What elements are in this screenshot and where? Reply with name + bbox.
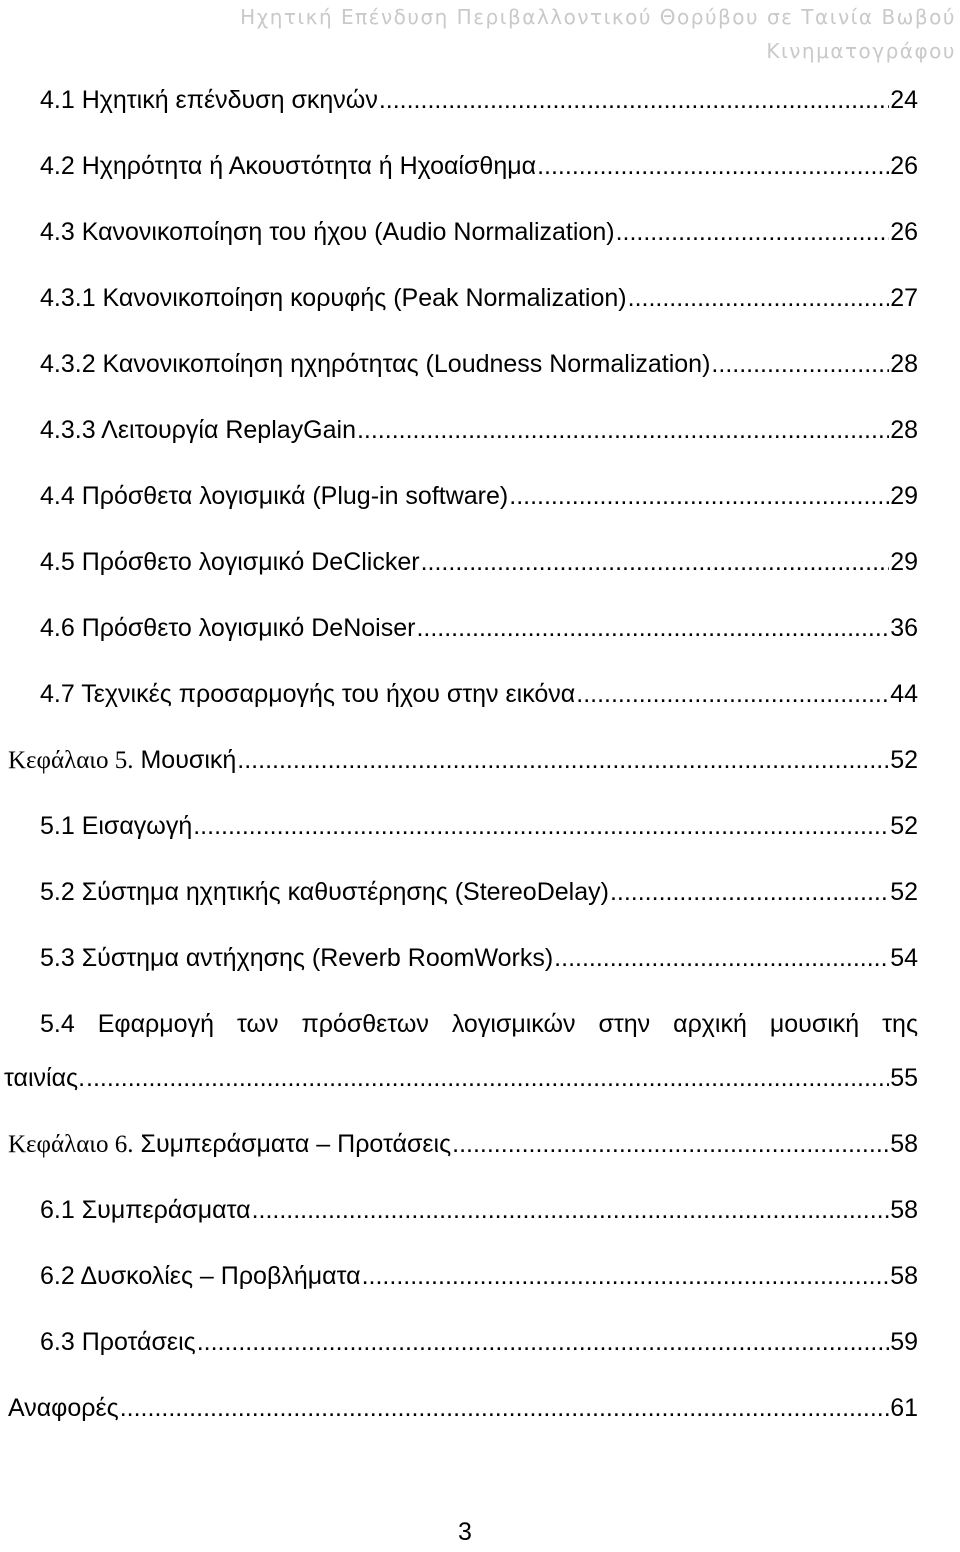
toc-entry-label: 4.1 Ηχητική επένδυση σκηνών bbox=[40, 86, 378, 114]
toc-entry-label: 4.4 Πρόσθετα λογισμικά (Plug-in software) bbox=[40, 482, 509, 510]
toc-entry-label: 6.3 Προτάσεις bbox=[40, 1328, 196, 1356]
toc-leader bbox=[421, 542, 890, 582]
toc-entry[interactable] bbox=[40, 410, 918, 450]
toc-entry-page: 52 bbox=[890, 812, 918, 840]
toc-leader bbox=[554, 938, 889, 978]
toc-leader bbox=[357, 410, 889, 450]
toc-word: αρχική bbox=[673, 1010, 747, 1038]
toc-references[interactable] bbox=[8, 1388, 918, 1428]
toc-leader bbox=[628, 278, 890, 318]
toc-entry-label: 6.1 Συμπεράσματα bbox=[40, 1196, 251, 1224]
header-line-1: Ηχητική Επένδυση Περιβαλλοντικού Θορύβου σε Ταινία Βωβού bbox=[240, 5, 956, 29]
toc-entry[interactable] bbox=[40, 278, 918, 318]
running-header bbox=[56, 0, 956, 68]
toc-entry[interactable] bbox=[40, 212, 918, 252]
toc-entry-label: 5.2 Σύστημα ηχητικής καθυστέρησης (StereoDelay) bbox=[40, 878, 609, 906]
toc-leader bbox=[197, 1322, 890, 1362]
toc-word: πρόσθετων bbox=[301, 1010, 429, 1038]
toc-entry-page: 26 bbox=[890, 218, 918, 246]
toc-entry-page: 28 bbox=[890, 350, 918, 378]
toc-leader bbox=[379, 80, 889, 120]
chapter-title: Συμπεράσματα – Προτάσεις bbox=[140, 1130, 452, 1158]
toc-word: των bbox=[236, 1010, 279, 1038]
toc-entry[interactable] bbox=[40, 1322, 918, 1362]
toc-entry[interactable] bbox=[40, 146, 918, 186]
toc-word: της bbox=[882, 1010, 918, 1038]
toc-entry-label: 6.2 Δυσκολίες – Προβλήματα bbox=[40, 1262, 361, 1290]
toc-entry-5-4-line2[interactable] bbox=[4, 1058, 918, 1098]
page-number: 3 bbox=[458, 1518, 472, 1546]
toc-entry[interactable] bbox=[40, 542, 918, 582]
toc-entry[interactable] bbox=[40, 608, 918, 648]
toc-entry-label: 4.6 Πρόσθετο λογισμικό DeNoiser bbox=[40, 614, 416, 642]
toc-entry-page: 52 bbox=[890, 878, 918, 906]
toc-entry[interactable] bbox=[40, 674, 918, 714]
toc-entry[interactable] bbox=[40, 806, 918, 846]
toc-entry[interactable] bbox=[40, 1190, 918, 1230]
toc-entry-page: 52 bbox=[890, 746, 918, 774]
toc-leader bbox=[193, 806, 889, 846]
toc-leader bbox=[711, 344, 889, 384]
toc-entry-page: 44 bbox=[890, 680, 918, 708]
toc-entry-5-4-line1[interactable] bbox=[40, 1004, 918, 1044]
toc-entry-label: 5.1 Εισαγωγή bbox=[40, 812, 193, 840]
toc-entry-label: ταινίας. bbox=[4, 1064, 86, 1092]
toc-entry-page: 36 bbox=[890, 614, 918, 642]
toc-word: στην bbox=[598, 1010, 651, 1038]
toc-entry-page: 24 bbox=[890, 86, 918, 114]
toc-entry-label: 4.3 Κανονικοποίηση του ήχου (Audio Normalization) bbox=[40, 218, 615, 246]
toc-leader bbox=[362, 1256, 890, 1296]
toc-chapter-6[interactable] bbox=[8, 1124, 918, 1164]
toc-entry-page: 26 bbox=[890, 152, 918, 180]
toc-entry[interactable] bbox=[40, 872, 918, 912]
chapter-prefix: Κεφάλαιο 5. bbox=[8, 747, 134, 774]
toc-word: Εφαρμογή bbox=[97, 1010, 214, 1038]
toc-entry-label: 4.7 Τεχνικές προσαρμογής του ήχου στην εικόνα bbox=[40, 680, 576, 708]
toc-leader bbox=[120, 1388, 889, 1428]
toc-leader bbox=[86, 1058, 889, 1098]
toc-entry-page: 58 bbox=[890, 1196, 918, 1224]
toc-entry-label: 4.3.2 Κανονικοποίηση ηχηρότητας (Loudness Normalization) bbox=[40, 350, 711, 378]
chapter-prefix: Κεφάλαιο 6. bbox=[8, 1131, 134, 1158]
toc-leader bbox=[537, 146, 889, 186]
toc-leader bbox=[576, 674, 889, 714]
toc-leader bbox=[416, 608, 889, 648]
toc-entry[interactable] bbox=[40, 80, 918, 120]
toc-leader bbox=[509, 476, 889, 516]
toc-entry-label: 4.5 Πρόσθετο λογισμικό DeClicker bbox=[40, 548, 420, 576]
toc-entry-label: 4.3.3 Λειτουργία ReplayGain bbox=[40, 416, 356, 444]
toc-entry[interactable] bbox=[40, 1256, 918, 1296]
toc-entry[interactable] bbox=[40, 938, 918, 978]
toc-entry[interactable] bbox=[40, 344, 918, 384]
toc-entry-page: 29 bbox=[890, 548, 918, 576]
toc-leader bbox=[252, 1190, 890, 1230]
toc-entry-page: 54 bbox=[890, 944, 918, 972]
toc-entry-label: 4.3.1 Κανονικοποίηση κορυφής (Peak Normalization) bbox=[40, 284, 627, 312]
toc-entry-page: 55 bbox=[890, 1064, 918, 1092]
toc-leader bbox=[610, 872, 889, 912]
toc-entry-page: 58 bbox=[890, 1262, 918, 1290]
toc-entry-page: 61 bbox=[890, 1394, 918, 1422]
header-line-2: Κινηματογράφου bbox=[766, 39, 956, 63]
toc-entry-page: 29 bbox=[890, 482, 918, 510]
toc-leader bbox=[452, 1124, 889, 1164]
toc-word: μουσική bbox=[769, 1010, 860, 1038]
toc-word: 5.4 bbox=[40, 1010, 75, 1038]
toc-word: λογισμικών bbox=[451, 1010, 576, 1038]
toc-entry-label: Αναφορές bbox=[8, 1394, 119, 1422]
toc-entry-page: 28 bbox=[890, 416, 918, 444]
toc-entry[interactable] bbox=[40, 476, 918, 516]
toc-leader bbox=[237, 740, 889, 780]
toc-entry-page: 59 bbox=[890, 1328, 918, 1356]
chapter-title: Μουσική bbox=[140, 746, 237, 774]
toc-entry-page: 58 bbox=[890, 1130, 918, 1158]
toc-chapter-5[interactable] bbox=[8, 740, 918, 780]
toc-entry-page: 27 bbox=[890, 284, 918, 312]
toc-entry-label: 4.2 Ηχηρότητα ή Ακουστότητα ή Ηχοαίσθημα bbox=[40, 152, 537, 180]
toc-entry-label: 5.3 Σύστημα αντήχησης (Reverb RoomWorks) bbox=[40, 944, 554, 972]
toc-leader bbox=[616, 212, 890, 252]
